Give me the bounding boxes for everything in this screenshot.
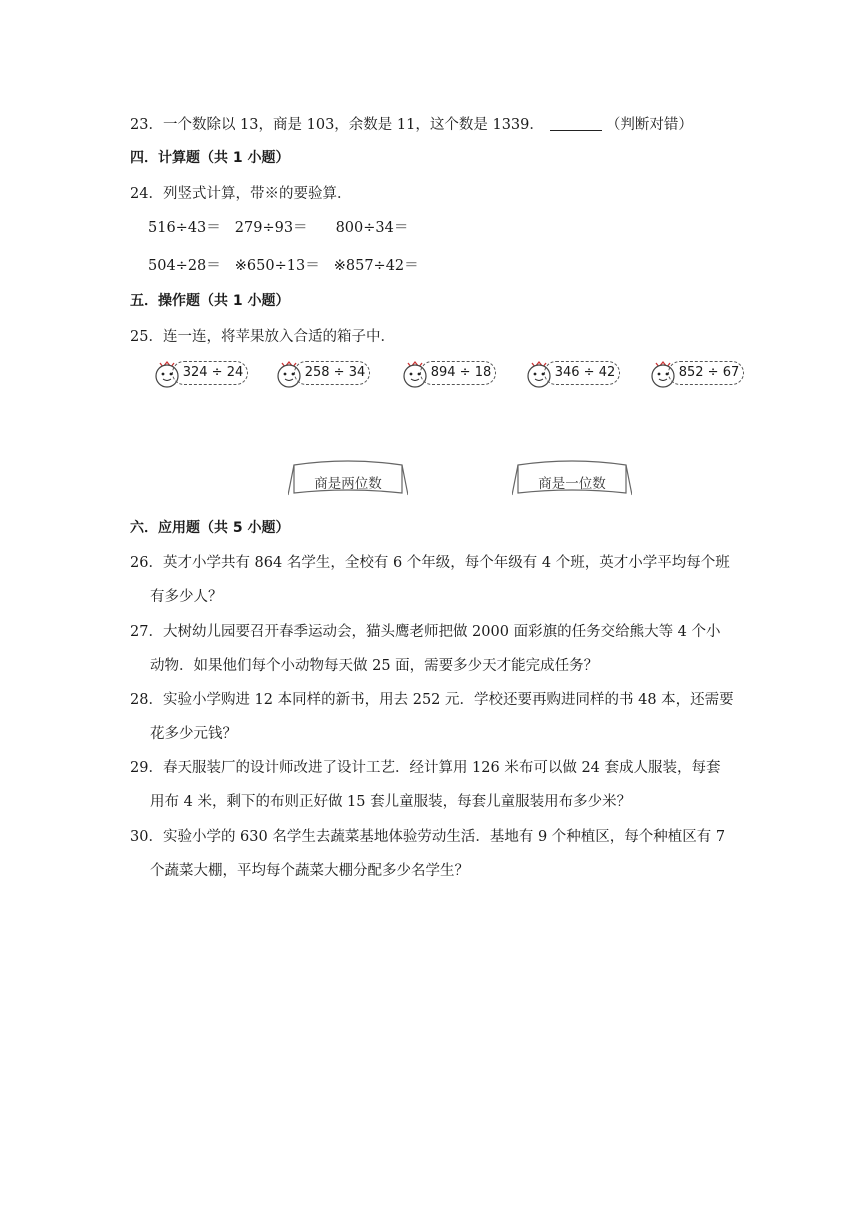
q26-line2: 有多少人？ xyxy=(150,589,223,605)
q29-line2: 用布 4 米，剩下的布则正好做 15 套儿童服装，每套儿童服装用布多少米？ xyxy=(150,794,632,810)
calc-item: 800÷34＝ xyxy=(335,220,409,236)
apple-expression: 346 ÷ 42 xyxy=(544,361,620,385)
apple-card[interactable] xyxy=(150,355,250,391)
section-5-heading: 五．操作题（共 1 小题） xyxy=(130,293,290,309)
apple-expression: 324 ÷ 24 xyxy=(172,361,248,385)
apple-card[interactable] xyxy=(398,355,498,391)
apple-card[interactable] xyxy=(646,355,746,391)
q26-line1: 26．英才小学共有 864 名学生，全校有 6 个年级，每个年级有 4 个班，英才小学平均每个班 xyxy=(130,555,730,571)
calc-item: ※857÷42＝ xyxy=(333,258,419,274)
q23-suffix: （判断对错） xyxy=(605,117,693,133)
section-6-heading: 六．应用题（共 5 小题） xyxy=(130,520,290,536)
q30-line1: 30．实验小学的 630 名学生去蔬菜基地体验劳动生活．基地有 9 个种植区，每个种植区有 7 xyxy=(130,829,726,845)
q27-line2: 动物．如果他们每个小动物每天做 25 面，需要多少天才能完成任务？ xyxy=(150,658,599,674)
q24-row1 xyxy=(148,216,422,237)
q28-line1: 28．实验小学购进 12 本同样的新书，用去 252 元．学校还要再购进同样的书 48 本，还需要 xyxy=(130,692,734,708)
box-one-digit-quotient[interactable] xyxy=(512,455,632,497)
calc-item: 516÷43＝ xyxy=(148,220,221,236)
q25-text: 25．连一连，将苹果放入合适的箱子中． xyxy=(130,329,395,345)
apple-expression: 852 ÷ 67 xyxy=(668,361,744,385)
apple-expression: 258 ÷ 34 xyxy=(294,361,370,385)
q24-text: 24．列竖式计算，带※的要验算． xyxy=(130,186,352,202)
apple-expression: 894 ÷ 18 xyxy=(420,361,496,385)
answer-blank[interactable] xyxy=(550,116,602,131)
box-label: 商是一位数 xyxy=(538,476,606,492)
calc-item: 279÷93＝ xyxy=(234,220,308,236)
q23 xyxy=(130,113,693,134)
q23-text: 23．一个数除以 13，商是 103，余数是 11，这个数是 1339． xyxy=(130,117,544,133)
q24-row2 xyxy=(148,254,433,275)
apple-card[interactable] xyxy=(272,355,372,391)
apple-card[interactable] xyxy=(522,355,622,391)
calc-item: ※650÷13＝ xyxy=(234,258,320,274)
q29-line1: 29．春天服装厂的设计师改进了设计工艺．经计算用 126 米布可以做 24 套成人服装，每套 xyxy=(130,760,721,776)
calc-item: 504÷28＝ xyxy=(148,258,221,274)
q28-line2: 花多少元钱？ xyxy=(150,726,237,742)
q30-line2: 个蔬菜大棚，平均每个蔬菜大棚分配多少名学生？ xyxy=(150,863,469,879)
q27-line1: 27．大树幼儿园要召开春季运动会，猫头鹰老师把做 2000 面彩旗的任务交给熊大等 4 个小 xyxy=(130,624,721,640)
box-label: 商是两位数 xyxy=(314,476,382,492)
section-4-heading: 四．计算题（共 1 小题） xyxy=(130,150,290,166)
box-two-digit-quotient[interactable] xyxy=(288,455,408,497)
